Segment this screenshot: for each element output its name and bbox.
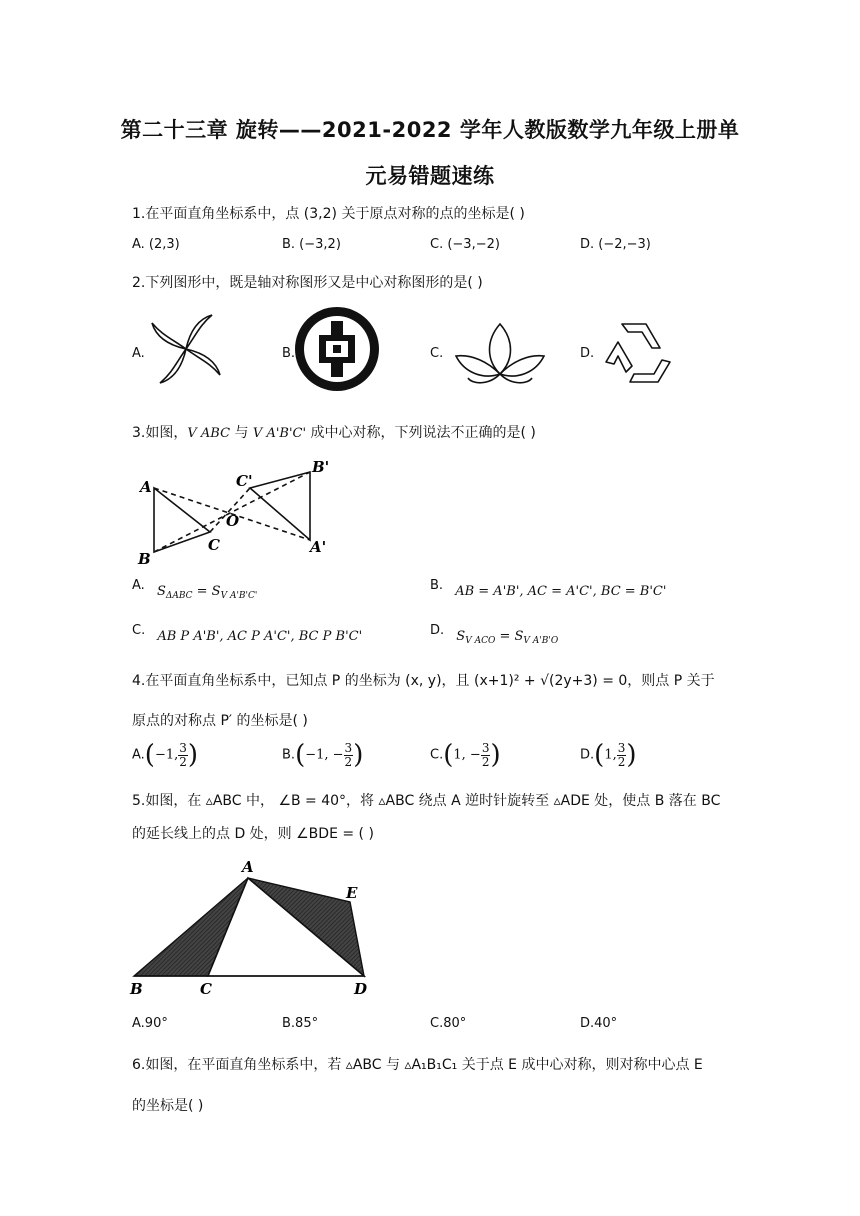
rotation-triangle-figure bbox=[128, 856, 378, 1000]
question-3-option-c[interactable]: C. AB P A'B', AC P A'C', BC P B'C' bbox=[132, 623, 363, 644]
figure5-label-b: B bbox=[130, 980, 143, 998]
figure3-label-b: B bbox=[138, 550, 151, 567]
question-2-option-c[interactable]: C. bbox=[430, 346, 444, 361]
figure5-label-c: C bbox=[200, 980, 212, 998]
question-4-option-b[interactable]: B.(−1, − $\frac{3}{2}$ ) bbox=[282, 740, 364, 770]
figure3-label-o: O bbox=[226, 512, 240, 530]
figure3-label-a-prime: A' bbox=[310, 538, 327, 556]
coin-emblem-figure bbox=[293, 305, 381, 393]
question-4-stem-line1: 4.在平面直角坐标系中，已知点 P 的坐标为 (x, y)，且 (x+1)² + √(2y+3) = 0，则点 P 关于 bbox=[132, 673, 715, 689]
figure3-label-c-prime: C' bbox=[236, 472, 253, 490]
question-5-option-c[interactable]: C.80° bbox=[430, 1016, 467, 1031]
page-title-line1: 第二十三章 旋转——2021-2022 学年人教版数学九年级上册单 bbox=[120, 118, 740, 142]
question-1-option-d[interactable]: D. (−2,−3) bbox=[580, 237, 651, 252]
figure5-label-d: D bbox=[354, 980, 368, 998]
question-5-option-d[interactable]: D.40° bbox=[580, 1016, 618, 1031]
question-1-option-b[interactable]: B. (−3,2) bbox=[282, 237, 341, 252]
lotus-figure bbox=[452, 318, 548, 390]
question-5-option-a[interactable]: A.90° bbox=[132, 1016, 168, 1031]
question-3-option-d[interactable]: D. $S_{V ACO} = S_{V A'B'O}$ bbox=[430, 623, 559, 646]
figure3-label-a: A bbox=[140, 478, 152, 496]
page-title-line2: 元易错题速练 bbox=[365, 164, 495, 188]
recycle-figure bbox=[600, 318, 676, 386]
central-symmetry-figure bbox=[132, 452, 342, 567]
question-6-stem-line1: 6.如图，在平面直角坐标系中，若 ▵ABC 与 ▵A₁B₁C₁ 关于点 E 成中心对称，则对称中心点 E bbox=[132, 1057, 703, 1073]
question-3-stem: 3.如图，V ABC 与 V A'B'C' 成中心对称，下列说法不正确的是( ) bbox=[132, 425, 536, 441]
question-3-option-a[interactable]: A. $S_{\Delta ABC} = S_{V A'B'C'}$ bbox=[132, 578, 258, 601]
question-2-stem: 2.下列图形中，既是轴对称图形又是中心对称图形的是( ) bbox=[132, 275, 483, 291]
figure5-label-e: E bbox=[346, 884, 358, 902]
question-5-stem-line2: 的延长线上的点 D 处，则 ∠BDE = ( ) bbox=[132, 826, 374, 842]
question-5-stem-line1: 5.如图，在 ▵ABC 中， ∠B = 40°，将 ▵ABC 绕点 A 逆时针旋转至 ▵ADE 处，使点 B 落在 BC bbox=[132, 793, 721, 809]
question-4-option-d[interactable]: D.(1, $\frac{3}{2}$ ) bbox=[580, 740, 637, 770]
question-6-stem-line2: 的坐标是( ) bbox=[132, 1098, 204, 1114]
figure5-label-a: A bbox=[242, 858, 254, 876]
question-2-option-a[interactable]: A. bbox=[132, 346, 145, 361]
question-3-option-b[interactable]: B. AB = A'B', AC = A'C', BC = B'C' bbox=[430, 578, 667, 599]
question-1-stem: 1.在平面直角坐标系中，点 (3,2) 关于原点对称的点的坐标是( ) bbox=[132, 206, 525, 222]
question-4-option-c[interactable]: C.(1, − $\frac{3}{2}$ ) bbox=[430, 740, 501, 770]
question-4-stem-line2: 原点的对称点 P′ 的坐标是( ) bbox=[132, 713, 308, 729]
question-5-option-b[interactable]: B.85° bbox=[282, 1016, 319, 1031]
figure3-label-b-prime: B' bbox=[312, 458, 330, 476]
figure3-label-c: C bbox=[208, 536, 220, 554]
pinwheel-figure bbox=[145, 308, 227, 390]
question-1-option-c[interactable]: C. (−3,−2) bbox=[430, 237, 500, 252]
question-1-option-a[interactable]: A. (2,3) bbox=[132, 237, 180, 252]
question-2-option-d[interactable]: D. bbox=[580, 346, 595, 361]
question-4-option-a[interactable]: A.(−1, $\frac{3}{2}$ ) bbox=[132, 740, 199, 770]
question-2-option-b[interactable]: B. bbox=[282, 346, 296, 361]
